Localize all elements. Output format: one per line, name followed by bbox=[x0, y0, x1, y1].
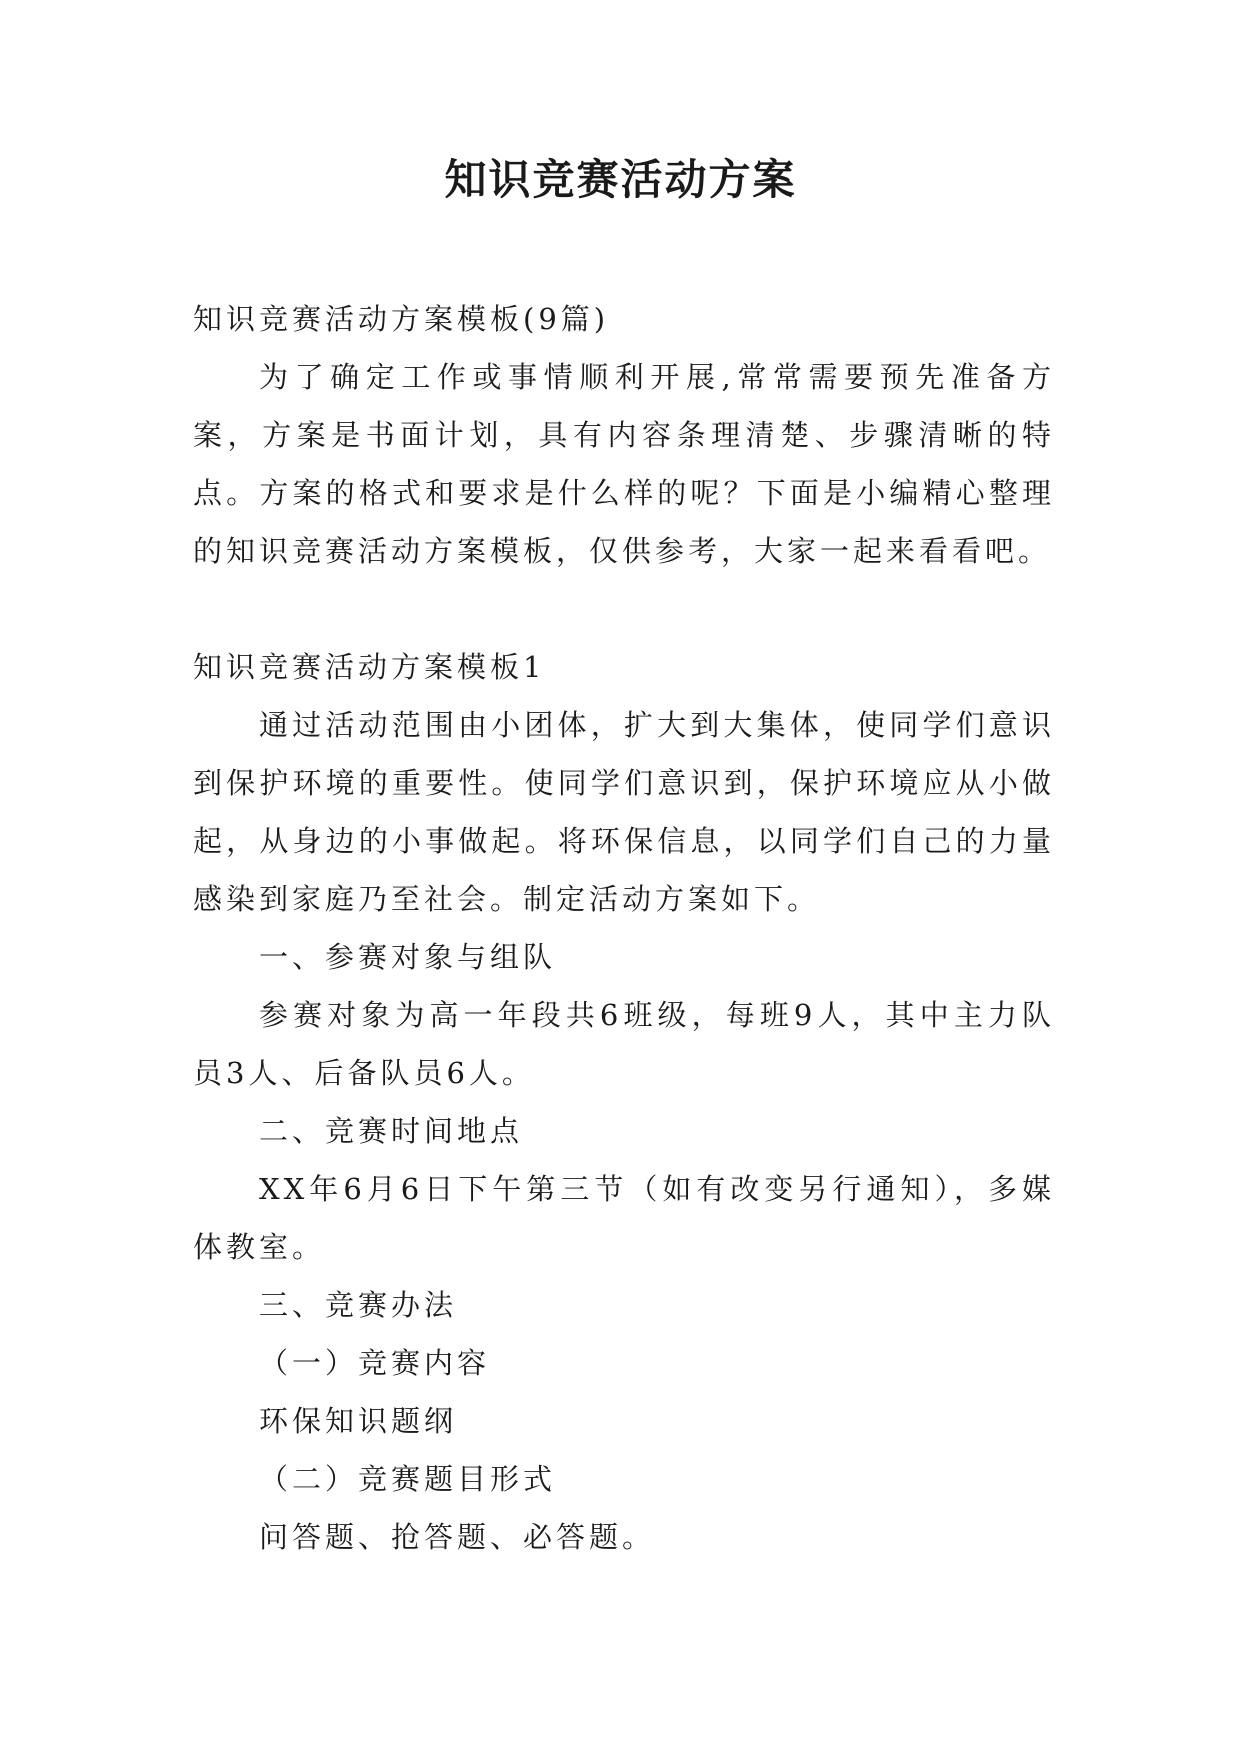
subheading-content: （一）竞赛内容 bbox=[259, 1346, 491, 1380]
paragraph-gap bbox=[193, 580, 1055, 638]
document-body bbox=[193, 290, 1055, 1566]
body-paragraph: XX年6月6日下午第三节（如有改变另行通知），多媒体教室。 bbox=[193, 1172, 1055, 1264]
subheading-participants: 一、参赛对象与组队 bbox=[259, 940, 557, 974]
document-title: 知识竞赛活动方案 bbox=[444, 155, 797, 204]
subheading-format: （二）竞赛题目形式 bbox=[259, 1462, 557, 1496]
subheading-method: 三、竞赛办法 bbox=[259, 1288, 458, 1322]
subheading-time-place: 二、竞赛时间地点 bbox=[259, 1114, 524, 1148]
body-paragraph: 环保知识题纲 bbox=[259, 1404, 458, 1438]
body-paragraph: 参赛对象为高一年段共6班级，每班9人，其中主力队员3人、后备队员6人。 bbox=[193, 998, 1055, 1090]
body-paragraph: 通过活动范围由小团体，扩大到大集体，使同学们意识到保护环境的重要性。使同学们意识到，保护环境应从小做起，从身边的小事做起。将环保信息，以同学们自己的力量感染到家庭乃至社会。制定活动方案如下。 bbox=[193, 708, 1055, 916]
intro-paragraph: 为了确定工作或事情顺利开展,常常需要预先准备方案，方案是书面计划，具有内容条理清楚、步骤清晰的特点。方案的格式和要求是什么样的呢？下面是小编精心整理的知识竞赛活动方案模板，仅供参考，大家一起来看看吧。 bbox=[193, 360, 1055, 568]
document-heading: 知识竞赛活动方案模板(9篇) bbox=[193, 302, 610, 336]
section-title: 知识竞赛活动方案模板1 bbox=[193, 650, 546, 684]
body-paragraph: 问答题、抢答题、必答题。 bbox=[259, 1520, 656, 1554]
